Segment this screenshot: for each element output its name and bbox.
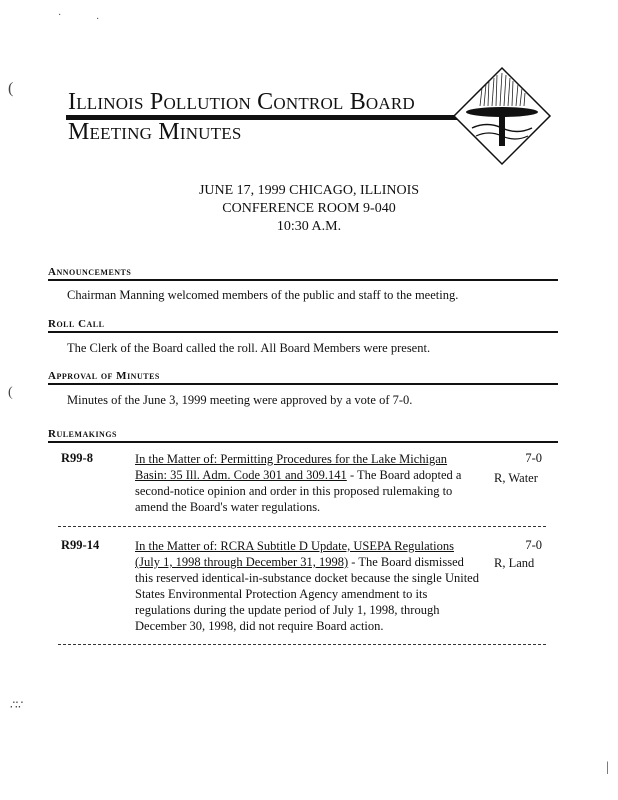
- rulemaking-body: - The Board adopted a second-notice opinion and order in this proposed rulemaking to amend the Board's water regulations.: [135, 468, 462, 514]
- meeting-room: CONFERENCE ROOM 9-040: [222, 201, 396, 216]
- scan-speck: (: [8, 80, 14, 97]
- scan-speck: |: [606, 760, 609, 775]
- scan-speck: (: [8, 385, 13, 400]
- announcements-heading: Announcements: [48, 266, 132, 278]
- scan-speck: ∴∵: [10, 698, 22, 712]
- vote-count: 7-0: [525, 451, 542, 465]
- approval-text: Minutes of the June 3, 1999 meeting were approved by a vote of 7-0.: [67, 393, 413, 407]
- approval-heading: Approval of Minutes: [48, 370, 160, 382]
- docket-number: R99-14: [61, 538, 100, 552]
- rulemaking-category: R, Water: [494, 471, 538, 485]
- rulemaking-body: - The Board dismissed this reserved identical-in-substance docket because the single United States Environmental Protection Agency amendment to its regulations during the update period of July 1, 1998, through December 30, 1998, did not require Board action.: [135, 555, 479, 633]
- scan-speck: ·: [58, 10, 62, 21]
- docket-number: R99-8: [61, 451, 93, 465]
- section-divider: [48, 279, 558, 281]
- item-separator: [58, 526, 546, 527]
- scan-speck: ·: [96, 14, 100, 25]
- vote-count: 7-0: [525, 538, 542, 552]
- announcements-text: Chairman Manning welcomed members of the public and staff to the meeting.: [67, 288, 459, 302]
- roll-call-text: The Clerk of the Board called the roll. All Board Members were present.: [67, 341, 431, 355]
- rulemaking-title: In the Matter of: RCRA Subtitle D Update, USEPA Regulations (July 1, 1998 through December 31, 1998): [135, 539, 454, 569]
- section-divider: [48, 331, 558, 333]
- item-separator: [58, 644, 546, 645]
- board-seal-logo: [452, 66, 552, 166]
- meeting-date-location: JUNE 17, 1999 CHICAGO, ILLINOIS: [198, 183, 420, 198]
- rulemaking-category: R, Land: [494, 556, 535, 570]
- rulemakings-heading: Rulemakings: [48, 428, 118, 440]
- roll-call-heading: Roll Call: [48, 318, 105, 330]
- meeting-time: 10:30 A.M.: [276, 219, 342, 234]
- section-divider: [48, 441, 558, 443]
- rulemaking-description: [135, 538, 480, 634]
- rulemaking-description: [135, 451, 480, 515]
- board-name-heading: Illinois Pollution Control Board: [68, 89, 415, 115]
- document-title: Meeting Minutes: [68, 119, 242, 145]
- rulemaking-title: In the Matter of: Permitting Procedures for the Lake Michigan Basin: 35 Ill. Adm. Code 301 and 309.141: [135, 452, 448, 482]
- section-divider: [48, 383, 558, 385]
